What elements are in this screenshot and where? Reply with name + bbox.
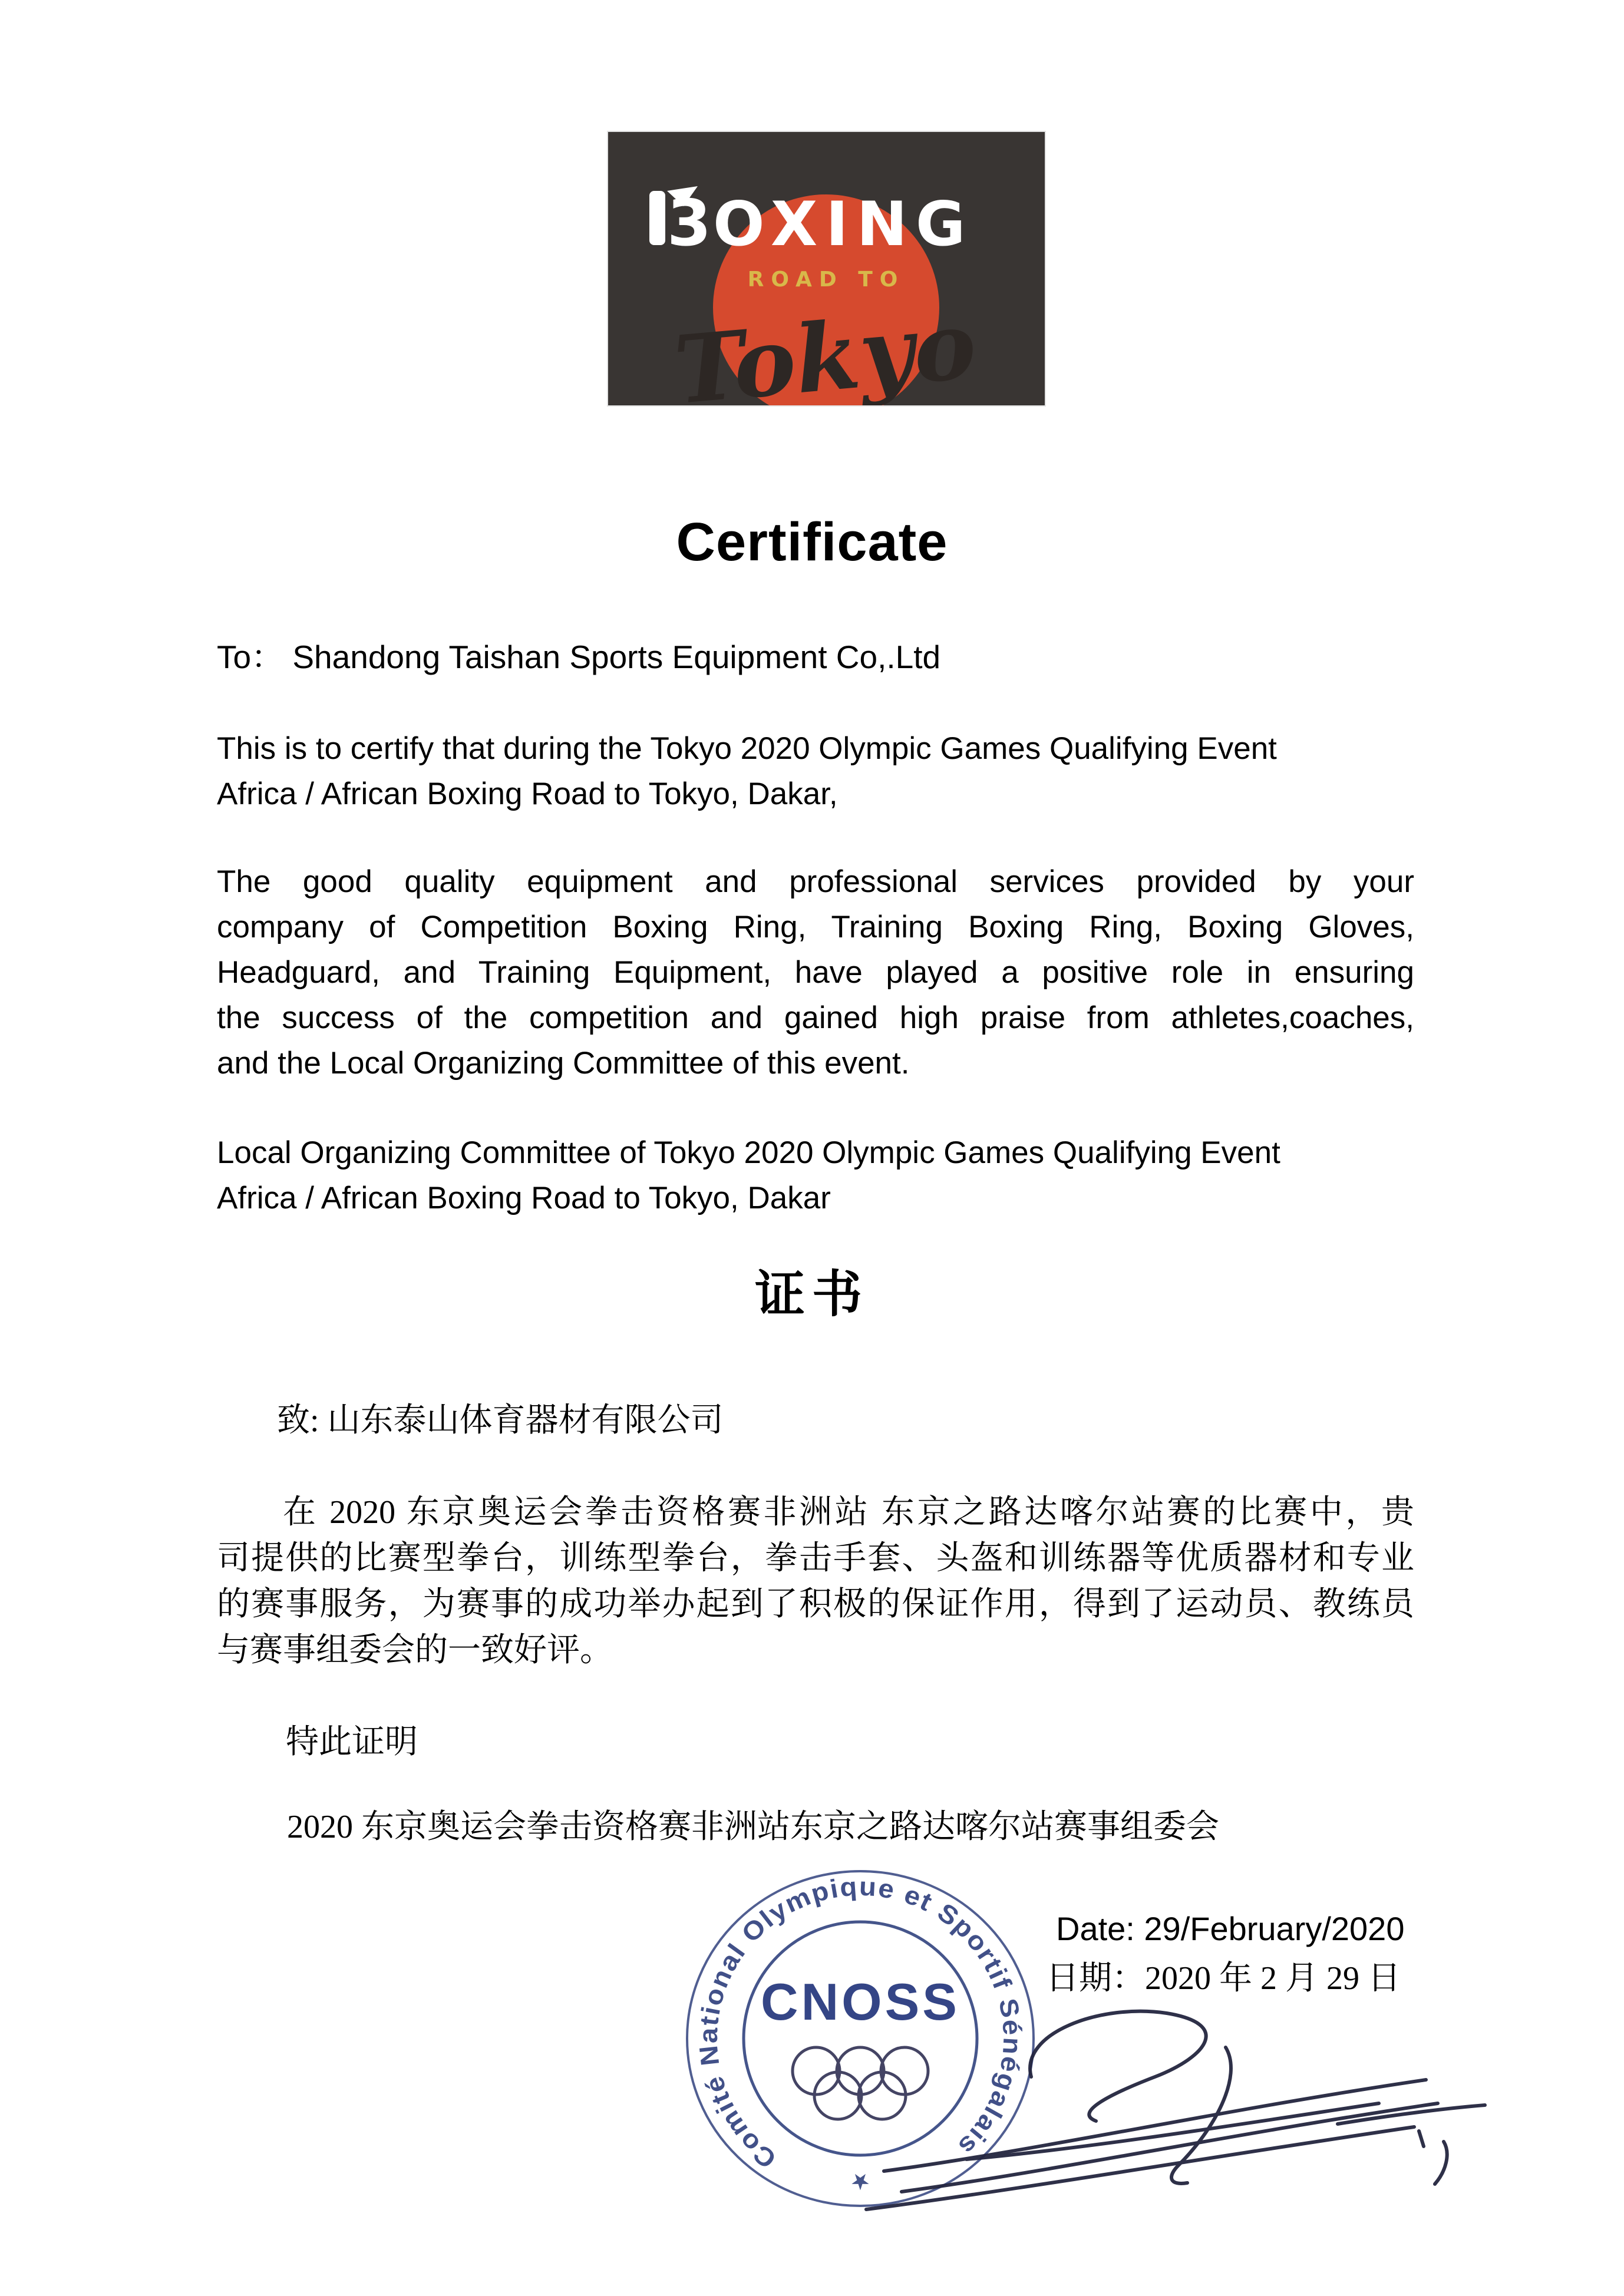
certify-paragraph-line: Africa / African Boxing Road to Tokyo, Dakar, [217, 777, 838, 811]
signature [849, 1977, 1509, 2236]
date-line-english: Date: 29/February/2020 [1056, 1910, 1405, 1947]
quality-paragraph-line: Headguard, and Training Equipment, have played a positive role in ensuring [217, 955, 1414, 990]
glove-bar-shape [649, 191, 665, 245]
signature-stroke [902, 2103, 1438, 2192]
quality-paragraph-line: and the Local Organizing Committee of this event. [217, 1046, 910, 1081]
chinese-paragraph [217, 1489, 1414, 1673]
quality-paragraph-line: company of Competition Boxing Ring, Training Boxing Ring, Boxing Gloves, [217, 910, 1414, 944]
date-line-chinese: 日期：2020 年 2 月 29 日 [1046, 1960, 1401, 1997]
stamp-cnoss-text: CNOSS [761, 1973, 960, 2031]
committee-paragraph-line: Local Organizing Committee of Tokyo 2020 Olympic Games Qualifying Event [217, 1135, 1280, 1170]
chinese-paragraph-line: 司提供的比赛型拳台，训练型拳台，拳击手套、头盔和训练器等优质器材和专业 [217, 1540, 1414, 1577]
certificate-title: Certificate [676, 512, 948, 572]
stamp-star-icon: ★ [850, 2169, 871, 2193]
signature-stroke [966, 2103, 1379, 2159]
tokyo-script: Tokyo [670, 290, 981, 405]
certify-paragraph-line: This is to certify that during the Tokyo 2020 Olympic Games Qualifying Event [217, 731, 1277, 766]
logo-graphic [608, 132, 1045, 405]
chinese-committee-line: 2020 东京奥运会拳击资格赛非洲站东京之路达喀尔站赛事组委会 [287, 1809, 1219, 1845]
hereby-certify-line: 特此证明 [286, 1724, 418, 1760]
committee-paragraph-line: Africa / African Boxing Road to Tokyo, Dakar [217, 1181, 831, 1215]
signature-stroke [1419, 2131, 1424, 2146]
recipient-line: To： Shandong Taishan Sports Equipment Co,.Ltd [217, 639, 941, 675]
stamp-ring-textpath: Comité National Olympique et Sportif Sénégalais [694, 1872, 1027, 2174]
quality-paragraph-line: the success of the competition and gained high praise from athletes,coaches, [217, 1000, 1414, 1035]
boxing-wordmark [649, 186, 973, 260]
road-to-label: ROAD TO [747, 267, 905, 292]
signature-stroke [1030, 2011, 1206, 2121]
chinese-paragraph-line: 的赛事服务，为赛事的成功举办起到了积极的保证作用，得到了运动员、教练员 [217, 1586, 1414, 1623]
chinese-paragraph-line: 与赛事组委会的一致好评。 [217, 1632, 613, 1669]
signature-stroke [1171, 2047, 1231, 2183]
boxing-road-to-tokyo-logo [607, 131, 1046, 407]
committee-paragraph [217, 1130, 1414, 1221]
quality-paragraph-line: The good quality equipment and professional services provided by your [217, 864, 1414, 899]
signature-stroke [1435, 2142, 1447, 2184]
glove-three-glyph: 3 [667, 187, 712, 260]
signature-stroke [884, 2080, 1426, 2171]
certify-paragraph [217, 726, 1414, 817]
chinese-paragraph-line: 在 2020 东京奥运会拳击资格赛非洲站 东京之路达喀尔站赛的比赛中，贵 [283, 1494, 1414, 1531]
quality-paragraph [217, 859, 1414, 1086]
wordmark-rest: OXING [713, 189, 974, 260]
chinese-certificate-title: 证书 [754, 1267, 869, 1323]
chinese-recipient-line: 致: 山东泰山体育器材有限公司 [277, 1402, 724, 1439]
